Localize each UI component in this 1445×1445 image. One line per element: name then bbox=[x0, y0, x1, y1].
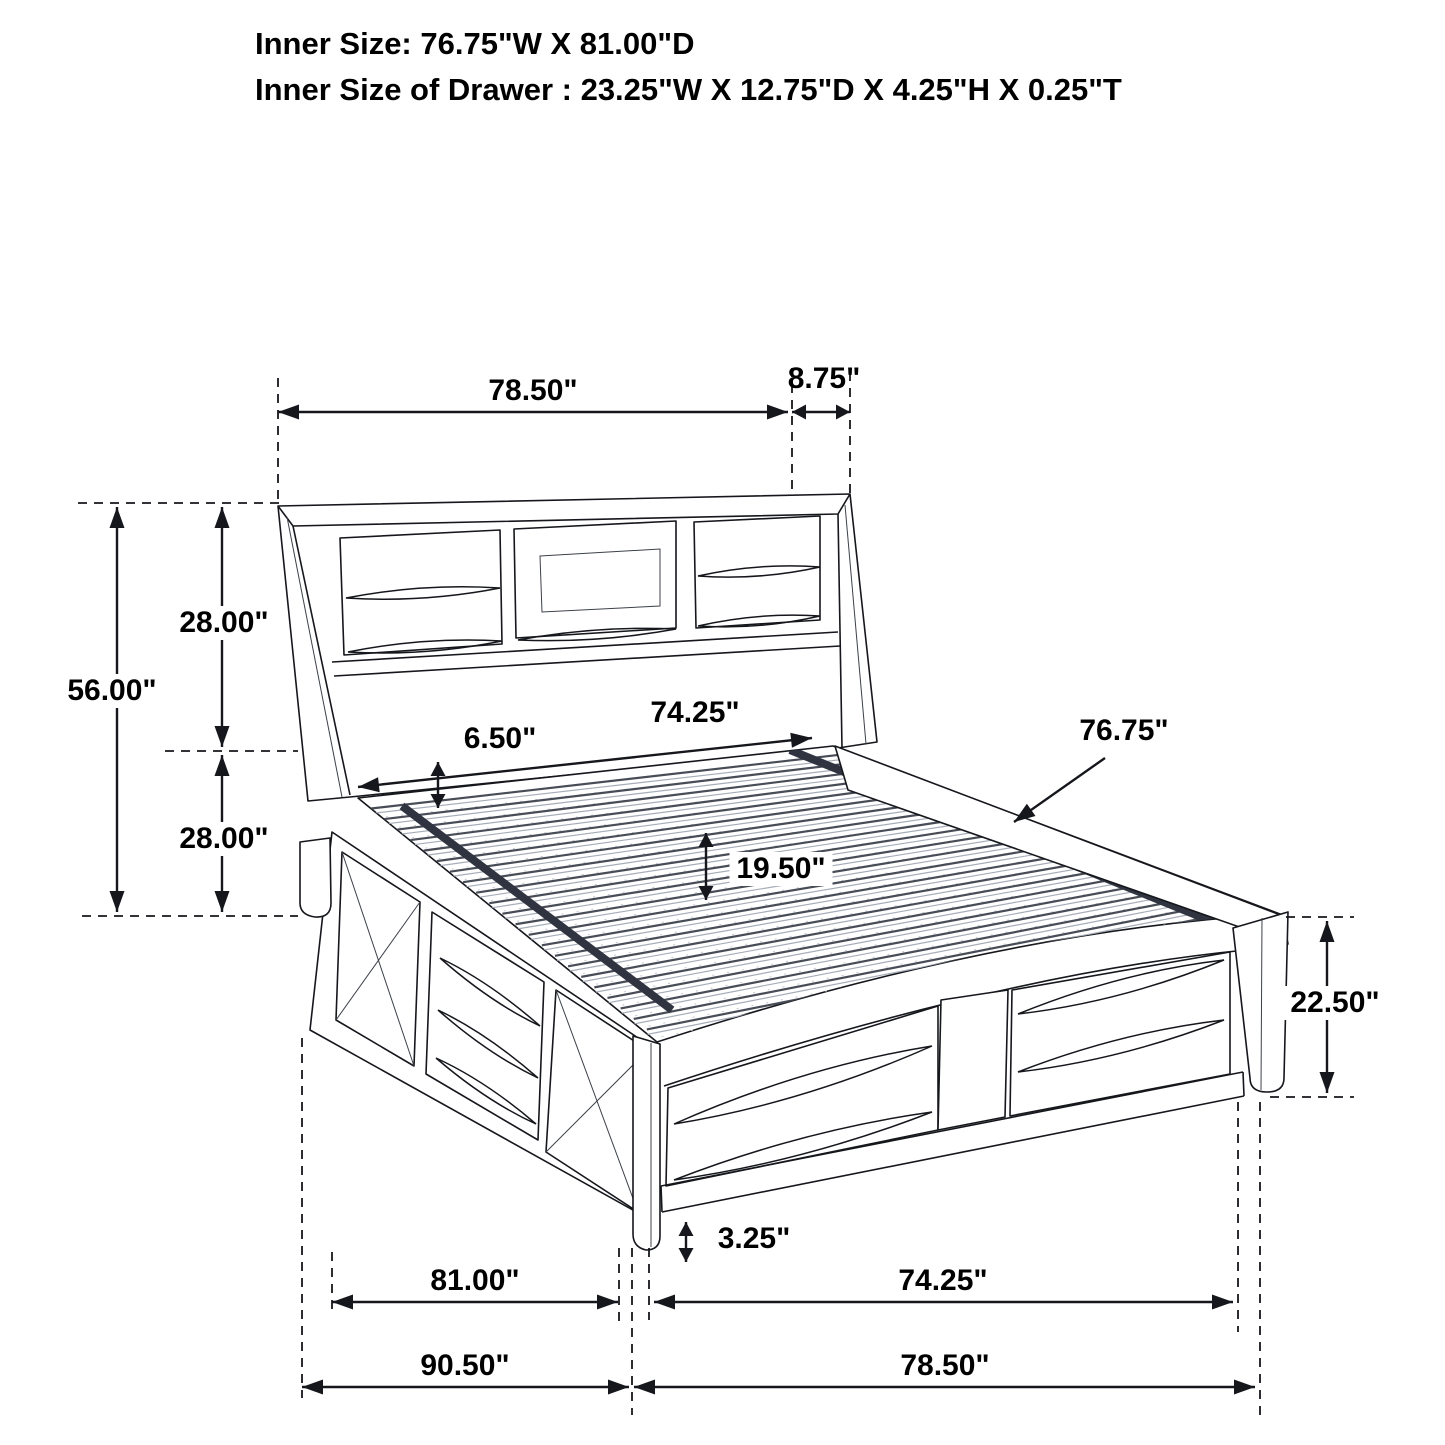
dimension-arrowhead bbox=[1212, 1295, 1233, 1310]
dim-headboard-depth-label: 8.75" bbox=[787, 362, 861, 395]
dim-overall-length-label: 90.50" bbox=[420, 1349, 510, 1382]
dimension-arrowhead bbox=[215, 891, 230, 912]
dimension-arrowhead bbox=[634, 1380, 655, 1395]
dimension-arrowhead bbox=[215, 755, 230, 776]
dimension-arrowhead bbox=[608, 1380, 629, 1395]
title-block bbox=[255, 26, 1122, 107]
dim-headboard-panel-gap-label: 6.50" bbox=[463, 722, 537, 755]
dimension-arrowhead bbox=[767, 405, 788, 420]
dimension-arrowhead bbox=[836, 405, 850, 420]
dimension-arrowhead bbox=[110, 507, 125, 528]
footboard-drawer-right bbox=[1010, 952, 1230, 1116]
dim-headboard-lower-label: 28.00" bbox=[179, 822, 269, 855]
dimension-arrowhead bbox=[679, 1222, 694, 1236]
title-drawer-size: Inner Size of Drawer : 23.25"W X 12.75"D X 4.25"H X 0.25"T bbox=[255, 72, 1122, 107]
dim-headboard-lower bbox=[173, 755, 276, 912]
dim-footboard-height bbox=[1284, 921, 1387, 1093]
dim-headboard-height bbox=[61, 507, 164, 912]
dim-slat-length-label: 76.75" bbox=[1079, 714, 1169, 747]
footboard-right-post bbox=[1233, 912, 1288, 1092]
dimension-arrowhead bbox=[792, 405, 806, 420]
headboard-rear-leg bbox=[300, 838, 331, 917]
dim-slat-center-height-label: 19.50" bbox=[736, 852, 826, 885]
dim-headboard-width-label: 78.50" bbox=[488, 374, 578, 407]
dimension-arrowhead bbox=[1320, 921, 1335, 942]
dimension-arrowhead bbox=[278, 405, 299, 420]
dimension-arrowhead bbox=[110, 891, 125, 912]
dim-headboard-width bbox=[278, 374, 788, 420]
dimension-arrowhead bbox=[215, 507, 230, 528]
dim-drawer-rail-length-label: 81.00" bbox=[430, 1264, 520, 1297]
dimension-arrowhead bbox=[1234, 1380, 1255, 1395]
dim-floor-clearance bbox=[679, 1222, 791, 1262]
dimension-arrowhead bbox=[332, 1295, 353, 1310]
dim-footboard-inner-width bbox=[654, 1264, 1233, 1310]
dim-headboard-upper bbox=[173, 507, 276, 747]
dimension-arrowhead bbox=[597, 1295, 618, 1310]
headboard-shelf-right bbox=[694, 516, 820, 628]
dim-headboard-height-label: 56.00" bbox=[67, 674, 157, 707]
dim-headboard-upper-label: 28.00" bbox=[179, 606, 269, 639]
dim-footboard-inner-width-label: 74.25" bbox=[898, 1264, 988, 1297]
dim-floor-clearance-label: 3.25" bbox=[717, 1222, 791, 1255]
dim-slat-length bbox=[1014, 714, 1169, 822]
dimension-arrowhead bbox=[215, 726, 230, 747]
dim-overall-width-label: 78.50" bbox=[900, 1349, 990, 1382]
side-drawer bbox=[426, 912, 544, 1140]
dim-overall-length bbox=[302, 1349, 629, 1395]
dim-headboard-depth bbox=[788, 362, 861, 420]
footboard-left-leg bbox=[633, 1036, 660, 1250]
title-inner-size: Inner Size: 76.75"W X 81.00"D bbox=[255, 26, 695, 61]
dim-drawer-rail-length bbox=[332, 1264, 618, 1310]
dimension-arrowhead bbox=[679, 1248, 694, 1262]
dim-overall-width bbox=[634, 1349, 1255, 1395]
headboard-cubby-center bbox=[514, 521, 676, 638]
dim-slat-area-width-label: 74.25" bbox=[650, 696, 740, 729]
dimension-arrowhead bbox=[302, 1380, 323, 1395]
footboard-center-stile bbox=[938, 990, 1008, 1130]
dim-footboard-height-label: 22.50" bbox=[1290, 986, 1380, 1019]
dimension-arrowhead bbox=[654, 1295, 675, 1310]
dimension-arrowhead bbox=[1320, 1072, 1335, 1093]
